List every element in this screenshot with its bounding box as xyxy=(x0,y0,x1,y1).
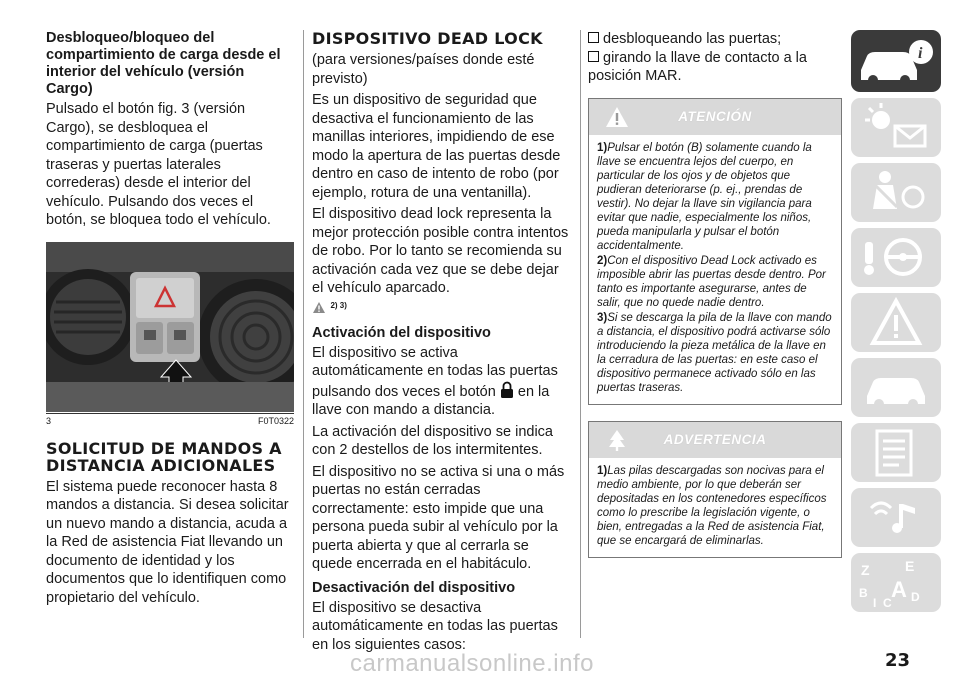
column-right xyxy=(588,30,842,574)
emergency-icon xyxy=(851,293,941,352)
checklist-icon xyxy=(851,423,941,482)
item-text: Con el dispositivo Dead Lock activado es imposible abrir las puertas desde dentro. Por tanto es importante asegurarse, antes de salir, que no quede nadie dentro. xyxy=(597,254,826,309)
environment-icon xyxy=(605,428,629,452)
item-text: Si se descarga la pila de la llave con mando a distancia, el dispositivo podrá activarse sólo introduciendo la pieza metálica de la llave en la cerradura de las puertas: en este caso el dispositivo permanece activado sólo en las puertas traseras. xyxy=(597,311,832,394)
section-title-remote: SOLICITUD DE MANDOS A DISTANCIA ADICIONALES xyxy=(46,438,282,475)
car-service-icon xyxy=(851,358,941,417)
tab-vehicle-info[interactable] xyxy=(851,30,941,92)
svg-text:A: A xyxy=(891,577,907,602)
warning-item xyxy=(597,464,833,548)
paragraph-deactivation: El dispositivo se desactiva automáticamente en todas las puertas en los siguientes casos: xyxy=(312,599,558,653)
svg-text:B: B xyxy=(859,586,868,600)
paragraph-cargo-unlock: Pulsado el botón fig. 3 (versión Cargo), se desbloquea el compartimiento de carga (puertas traseras y puertas laterales correderas) desde el interior del vehículo. Pulsando dos veces el botón, se bloquea todo el vehículo. xyxy=(46,101,271,228)
tab-specs[interactable] xyxy=(851,423,941,482)
tab-index[interactable] xyxy=(851,553,941,612)
attention-title: ATENCIÓN xyxy=(678,108,752,124)
item-number: 3) xyxy=(597,311,608,324)
attention-header xyxy=(589,99,841,135)
watermark: carmanualsonline.info xyxy=(350,650,594,677)
tab-multimedia[interactable] xyxy=(851,488,941,547)
versions-note: (para versiones/países donde esté previsto) xyxy=(312,52,535,87)
tab-driving[interactable] xyxy=(851,228,941,287)
reference-row xyxy=(312,301,570,319)
tab-emergency[interactable] xyxy=(851,293,941,352)
page-number: 23 xyxy=(885,650,911,671)
chapter-tabs xyxy=(851,30,949,618)
paragraph-remote: El sistema puede reconocer hasta 8 mandos a distancia. Si desea solicitar un nuevo mando a distancia, acuda a la Red de asistencia Fiat llevando un documento de identidad y los documentos que lo identifiquen como propietario del vehículo. xyxy=(46,478,289,606)
svg-text:D: D xyxy=(911,590,920,604)
tab-dashboard[interactable] xyxy=(851,98,941,157)
car-info-icon xyxy=(851,30,941,92)
svg-text:I: I xyxy=(873,596,877,610)
svg-text:C: C xyxy=(883,596,892,610)
seatbelt-icon xyxy=(851,163,941,222)
column-left xyxy=(46,30,294,610)
heading-cargo-unlock: Desbloqueo/bloqueo del compartimiento de carga desde el interior del vehículo (versión Cargo) xyxy=(46,30,281,97)
attention-item xyxy=(597,254,833,310)
figure-dashboard-button xyxy=(46,242,294,412)
column-divider xyxy=(303,30,304,638)
bullet-text: desbloqueando las puertas; xyxy=(603,31,782,47)
heading-activation: Activación del dispositivo xyxy=(312,324,491,341)
paragraph-activation-1 xyxy=(312,344,570,420)
attention-icon xyxy=(605,106,629,128)
figure-number: 3 xyxy=(46,415,52,426)
paragraph-deadlock-2: El dispositivo dead lock representa la mejor protección posible contra intentos de robo. Por lo tanto se recomienda su activación cada vez que se debe dejar el vehículo aparcado. xyxy=(312,206,569,296)
lock-icon xyxy=(500,381,514,399)
warning-body xyxy=(589,458,841,557)
alphabet-index-icon xyxy=(851,553,941,612)
column-middle xyxy=(312,30,570,657)
svg-text:i: i xyxy=(918,45,923,62)
list-item xyxy=(588,49,842,86)
column-divider xyxy=(580,30,581,638)
warning-box xyxy=(588,421,842,558)
paragraph-activation-3: El dispositivo no se activa si una o más puertas no están cerradas correctamente: esto impide que una persona pueda subir al vehículo por la puerta abierta y que al cerrarla se quede encerrada en el habitáculo. xyxy=(312,463,565,573)
heading-deactivation: Desactivación del dispositivo xyxy=(312,579,516,596)
bullet-text: girando la llave de contacto a la posición MAR. xyxy=(588,49,807,84)
attention-item xyxy=(597,311,833,395)
svg-text:Z: Z xyxy=(861,562,870,578)
item-text: Pulsar el botón (B) solamente cuando la llave se encuentra lejos del cuerpo, en particular de los ojos y de objetos que pudieran deteriorarse (p. ej., prendas de vestir). No dejar la llave sin vigilancia para evitar que nadie, especialmente los niños, pueda manipularla y pulsar el botón accidentalmente. xyxy=(597,141,812,252)
checkbox-bullet-icon xyxy=(588,51,599,62)
paragraph-deadlock-1: Es un dispositivo de seguridad que desactiva el funcionamiento de las manillas interiores, impidiendo de ese modo la apertura de las puertas desde dentro en caso de intento de robo (por ejemplo, rotura de una ventanilla). xyxy=(312,92,561,201)
activation-text-a: El dispositivo se activa automáticamente en todas las puertas pulsando dos veces el botón xyxy=(312,344,558,400)
attention-item xyxy=(597,141,833,253)
item-number: 2) xyxy=(597,254,608,267)
list-item xyxy=(588,30,842,49)
figure-caption xyxy=(46,413,294,426)
attention-box xyxy=(588,98,842,405)
tab-safety[interactable] xyxy=(851,163,941,222)
checkbox-bullet-icon xyxy=(588,32,599,43)
lights-icon xyxy=(851,98,941,157)
steering-wheel-icon xyxy=(851,228,941,287)
warning-title: ADVERTENCIA xyxy=(663,431,767,447)
references: 2) 3) xyxy=(330,300,347,310)
figure-code: F0T0322 xyxy=(257,415,294,426)
attention-body xyxy=(589,135,841,404)
warning-triangle-icon xyxy=(312,301,326,314)
tab-maintenance[interactable] xyxy=(851,358,941,417)
section-title-deadlock: DISPOSITIVO DEAD LOCK xyxy=(312,29,543,48)
svg-text:E: E xyxy=(905,558,915,574)
warning-header xyxy=(589,422,841,458)
multimedia-icon xyxy=(851,488,941,547)
item-number: 1) xyxy=(597,141,608,154)
item-number: 1) xyxy=(597,464,608,477)
activation-text-b: en la llave con mando a distancia. xyxy=(312,383,550,419)
paragraph-activation-2: La activación del dispositivo se indica con 2 destellos de los intermitentes. xyxy=(312,423,553,459)
item-text: Las pilas descargadas son nocivas para el medio ambiente, por lo que deberán ser depositadas en los contenedores específicos como lo prescribe la legislación vigente, o bien, entregadas a la Red de asistencia Fiat, que se encargará de eliminarlas. xyxy=(597,464,827,547)
